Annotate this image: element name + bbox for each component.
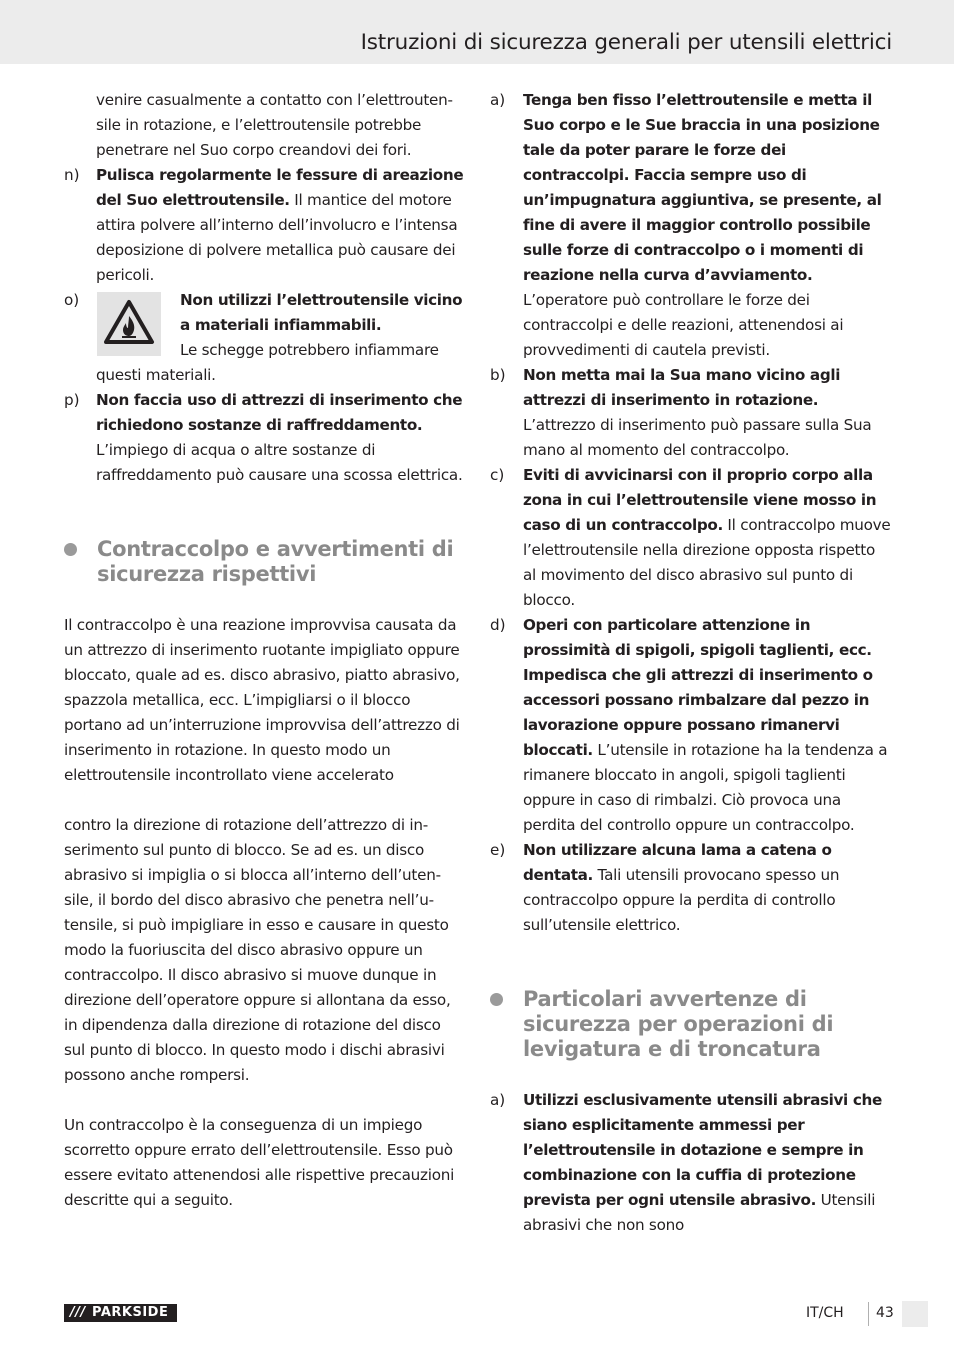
list-item-a [490,88,892,363]
section-heading: Contraccolpo e avvertimenti di sicurezza rispettivi [64,537,464,587]
item-bold-text: Non faccia uso di attrezzi di inserimento che richiedono sostanze di raffreddamento. [96,391,463,434]
page-title: Istruzioni di sicurezza generali per utensili elettrici [360,30,892,55]
page-number: 43 [876,1305,894,1321]
item-text: questi materiali. [96,366,216,384]
item-bold-text: Non utilizzi l’elettroutensile vicino a materiali infiammabili. [180,291,463,334]
item-bold-text: Non utilizzare alcuna lama a catena o dentata. [523,841,832,884]
list-item-continuation [64,88,464,163]
page-tab-marker [902,1301,928,1327]
parkside-logo [64,1304,177,1322]
item-label: c) [490,466,505,484]
item-text: L’attrezzo di inserimento può passare sulla Sua mano al momento del contraccolpo. [523,416,872,459]
list-item-o [64,288,464,388]
item-label: n) [64,166,80,184]
right-column [490,88,892,1238]
footer-divider [868,1302,869,1326]
list-item-e [490,838,892,938]
item-text: Utensili abrasivi che non sono [523,1191,876,1234]
paragraph: Un contraccolpo è la conseguenza di un impiego scorretto oppure errato dell’elettroutensile. Esso può essere evitato attenendosi alle rispettive precauzioni descritte qui a seguito. [64,1116,455,1209]
item-bold-text: Utilizzi esclusivamente utensili abrasivi che siano esplicitamente ammessi per l’elettroutensile in dotazione e sempre in combinazione con la cuffia di protezione prevista per ogni utensile abrasivo. [523,1091,882,1209]
item-label: p) [64,391,80,409]
left-column [64,88,464,1213]
list-item-a2 [490,1088,892,1238]
list-item-d [490,613,892,838]
item-label: d) [490,616,506,634]
item-bold-text: Tenga ben fisso l’elettroutensile e metta il Suo corpo e le Sue braccia in una posizione tale da poter parare le forze dei contraccolpi. Faccia sempre uso di un’impugnatura aggiuntiva, se presente, al fine di avere il maggior controllo possibile sulle forze di contraccolpo o i momenti di reazione nella curva d’avviamento. [523,91,882,284]
list-item-b [490,363,892,463]
list-item-n [64,163,464,288]
item-label: o) [64,291,80,309]
list-item-p [64,388,464,488]
item-text: L’operatore può controllare le forze dei contraccolpi e delle reazioni, attenendosi ai provvedimenti di cautela previsti. [523,291,844,359]
item-text: Il contraccolpo muove l’elettroutensile nella direzione opposta rispetto al movimento del disco abrasivo sul punto di blocco. [523,516,891,609]
item-bold-text: Pulisca regolarmente le fessure di areazione del Suo elettroutensile. [96,166,464,209]
paragraph: contro la direzione di rotazione dell’attrezzo di inserimento sul punto di blocco. Se ad es. un disco abrasivo si impiglia o si blocca all’interno dell’utensile, il bordo del disco abrasivo che penetra nell’utensile, si può impigliare in esso e causare in questo modo la fuoriuscita del disco abrasivo oppure un contraccolpo. Il disco abrasivo si muove dunque in direzione dell’operatore oppure si allontana da esso, in dipendenza dalla direzione di rotazione del disco sul punto di blocco. In questo modo i dischi abrasivi possono anche rompersi. [64,816,451,1084]
item-text: L’utensile in rotazione ha la tendenza a rimanere bloccato in angoli, spigoli taglienti oppure in caso di rimbalzi. Ciò provoca una perdita del controllo oppure un contraccolpo. [523,741,888,834]
flammable-warning-icon [97,292,161,356]
item-bold-text: Operi con particolare attenzione in prossimità di spigoli, spigoli taglienti, ecc. Impedisca che gli attrezzi di inserimento o accessori possano rimbalzare dal pezzo in lavorazione oppure possano rimanervi bloccati. [523,616,873,759]
language-code: IT/CH [806,1305,844,1321]
item-bold-text: Eviti di avvicinarsi con il proprio corpo alla zona in cui l’elettroutensile viene mosso in caso di un contraccolpo. [523,466,877,534]
item-label: b) [490,366,506,384]
item-text: Il mantice del motore attira polvere all’interno dell’involucro e l’intensa deposizione di polvere metallica può causare dei pericoli. [96,191,458,284]
item-label: e) [490,841,506,859]
item-text: Tali utensili provocano spesso un contraccolpo oppure la perdita di controllo sull’utensile elettrico. [523,866,840,934]
item-text-first: Le schegge potrebbero infiammare [180,341,439,359]
paragraph: Il contraccolpo è una reazione improvvisa causata da un attrezzo di inserimento ruotante impigliato oppure bloccato, quale ad es. disco abrasivo, piatto abrasivo, spazzola metallica, ecc. L’impigliarsi o il blocco portano ad un’interruzione improvvisa dell’attrezzo di inserimento in rotazione. In questo modo un elettroutensile incontrollato viene accelerato [64,616,460,784]
continuation-text: venire casualmente a contatto con l’elettroutensile in rotazione, e l’elettroutensile potrebbe penetrare nel Suo corpo creandovi dei fori. [96,91,454,159]
bullet-icon [64,543,77,556]
bullet-icon [490,993,503,1006]
item-text: L’impiego di acqua o altre sostanze di raffreddamento può causare una scossa elettrica. [96,441,463,484]
list-item-c [490,463,892,613]
item-label: a) [490,91,506,109]
section-heading: Particolari avvertenze di sicurezza per operazioni di levigatura e di troncatura [490,987,892,1062]
item-label: a) [490,1091,506,1109]
logo-text: PARKSIDE [92,1305,169,1320]
item-bold-text: Non metta mai la Sua mano vicino agli attrezzi di inserimento in rotazione. [523,366,841,409]
logo-marks: /// [70,1305,86,1320]
